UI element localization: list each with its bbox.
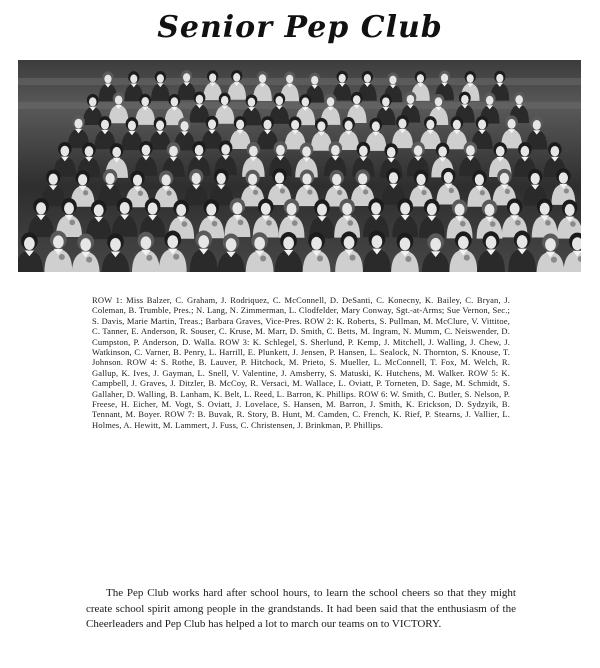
club-member-figure	[18, 232, 43, 272]
club-member-figure	[391, 233, 419, 272]
club-member-figure	[537, 233, 565, 272]
club-member-figure	[227, 70, 246, 100]
club-member-figure	[333, 71, 352, 101]
club-member-figure	[177, 70, 196, 100]
club-member-figure	[422, 233, 450, 272]
club-member-figure	[132, 232, 160, 272]
club-member-figure	[217, 234, 245, 272]
club-member-figure	[246, 232, 274, 272]
member-roster-caption: ROW 1: Miss Balzer, C. Graham, J. Rodriquez, C. McConnell, D. DeSanti, C. Konecny, K. Bailey, C. Bryan, J. Coleman, B. Trumble, Pres.; N. Lang, N. Zimmerman, L. Clodfelder, Mary Conway, Sgt.-at-Arms; Sue Vernon, Sec.; S. Davis, Marie Martin, Treas.; Barbara Graves, Vice-Pres. ROW 2: K. Roberts, S. Pullman, M. McClure, V. Vittitoe, C. Tanner, E. Anderson, R. Souser, C. Kruse, M. Marr, D. Smith, C. Betts, M. Ingram, N. Mumm, C. Neiswender, D. Cumpston, P. Anderson, D. Walla. ROW 3: K. Schlegel, S. Sherlund, P. Kemp, J. Mitchell, J. Walling, J. Chew, J. Watkinson, C. Varner, B. Penry, L. Harrill, E. Plunkett, J. Jensen, P. Hansen, L. Sealock, N. Thornton, S. Knouse, T. Johnson. ROW 4: S. Rothe, B. Lauver, P. Hitchock, M. Prieto, S. Mueller, L. McConnell, T. Fox, M. Welch, R. Gallup, K. Ives, J. Gayman, L. Snell, V. Valentine, J. Amsberry, S. Matuski, K. Hutchens, M. Walker. ROW 5: K. Campbell, J. Graves, J. Ditzler, B. McCoy, R. Versaci, M. Wallace, L. Oviatt, P. Torneten, D. Sage, M. Schmidt, S. Gallaher, D. Walling, B. Lanham, K. Belt, L. Reed, L. Barron, K. Phillips. ROW 6: W. Smith, C. Butler, S. Nelson, P. Freese, H. Eicher, M. Vogt, S. Oviatt, J. Lovelace, S. Hansen, M. Barron, J. Smith, K. Erickson, D. Sydzyik, B. Tennant, M. Boyer. ROW 7: B. Buvak, R. Story, B. Hunt, M. Camden, C. French, K. Rief, P. Stearns, J. Vallier, L. Holmes, A. Hewitt, M. Lammert, J. Fuss, C. Christensen, J. Brinkman, P. Phillips.	[92, 295, 510, 430]
page-title: Senior Pep Club	[157, 10, 443, 45]
club-description: The Pep Club works hard after school hours, to learn the school cheers so that they might create school spirit among people in the grandstands. It had been said that the enthusiasm of the Cheerleaders and Pep Club has helped a lot to march our teams on to VICTORY.	[86, 587, 516, 630]
club-member-figure	[275, 232, 303, 272]
club-member-figure	[72, 233, 100, 272]
group-photo	[18, 60, 581, 272]
club-members-crowd	[18, 60, 581, 272]
club-member-figure	[102, 233, 130, 272]
club-member-figure	[151, 71, 170, 101]
club-member-figure	[203, 70, 222, 100]
